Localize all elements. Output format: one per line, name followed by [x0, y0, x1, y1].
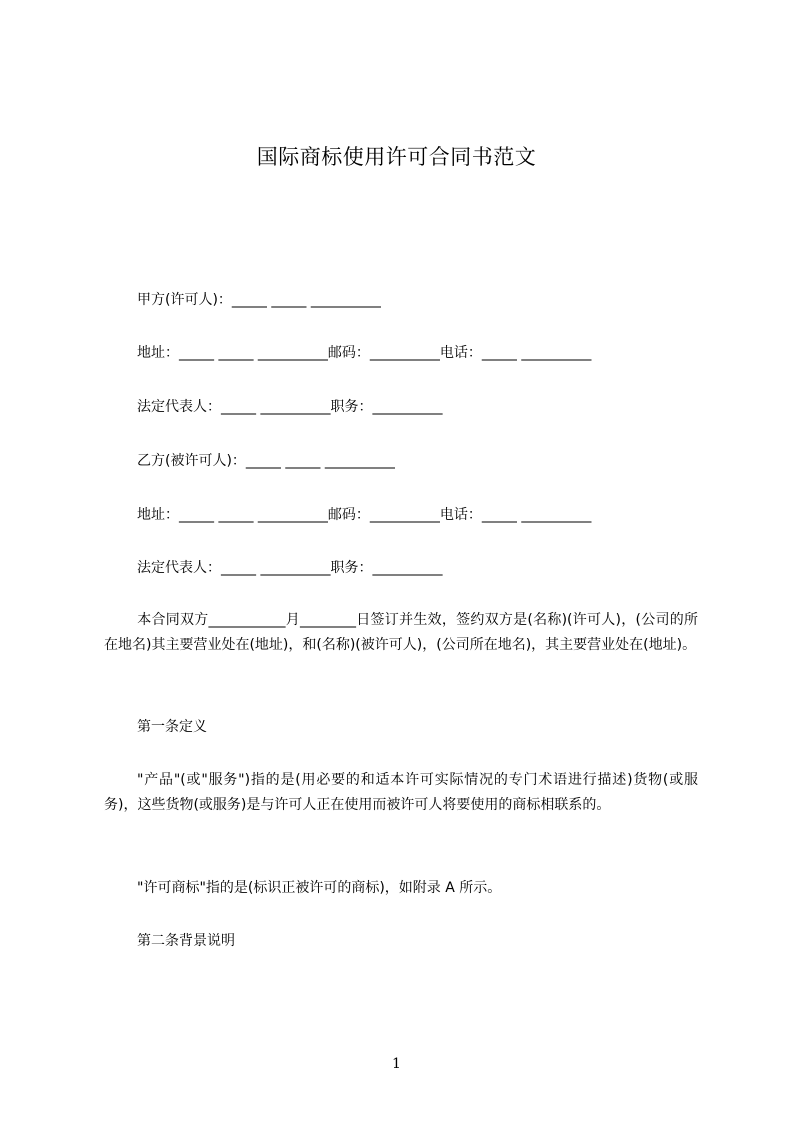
party-b-address-line: 地址：_____ _____ __________邮码：__________电话：_____ __________ [137, 507, 592, 523]
page-number: 1 [392, 1056, 401, 1072]
party-b-representative-line: 法定代表人：_____ __________职务：__________ [137, 560, 443, 576]
party-a-representative-line: 法定代表人：_____ __________职务：__________ [137, 399, 443, 415]
article-2-heading: 第二条背景说明 [137, 933, 235, 949]
party-b-name-line: 乙方(被许可人)：_____ _____ __________ [137, 453, 395, 469]
definition-product-paragraph [104, 768, 698, 818]
document-title: 国际商标使用许可合同书范文 [256, 145, 537, 169]
intro-paragraph [104, 608, 698, 658]
definition-product-text: "产品"(或"服务")指的是(用必要的和适本许可实际情况的专门术语进行描述)货物(或服务)，这些货物(或服务)是与许可人正在使用而被许可人将要使用的商标相联系的。 [104, 772, 698, 813]
definition-trademark-line: "许可商标"指的是(标识正被许可的商标)，如附录 A 所示。 [137, 880, 502, 896]
article-1-heading: 第一条定义 [137, 719, 207, 735]
party-a-name-line: 甲方(许可人)：_____ _____ __________ [137, 292, 381, 308]
intro-paragraph-text: 本合同双方___________月________日签订并生效，签约双方是(名称)(许可人)，(公司的所在地名)其主要营业处在(地址)，和(名称)(被许可人)，(公司所在地名)，其主要营业处在(地址)。 [104, 612, 698, 653]
party-a-address-line: 地址：_____ _____ __________邮码：__________电话：_____ __________ [137, 345, 592, 361]
